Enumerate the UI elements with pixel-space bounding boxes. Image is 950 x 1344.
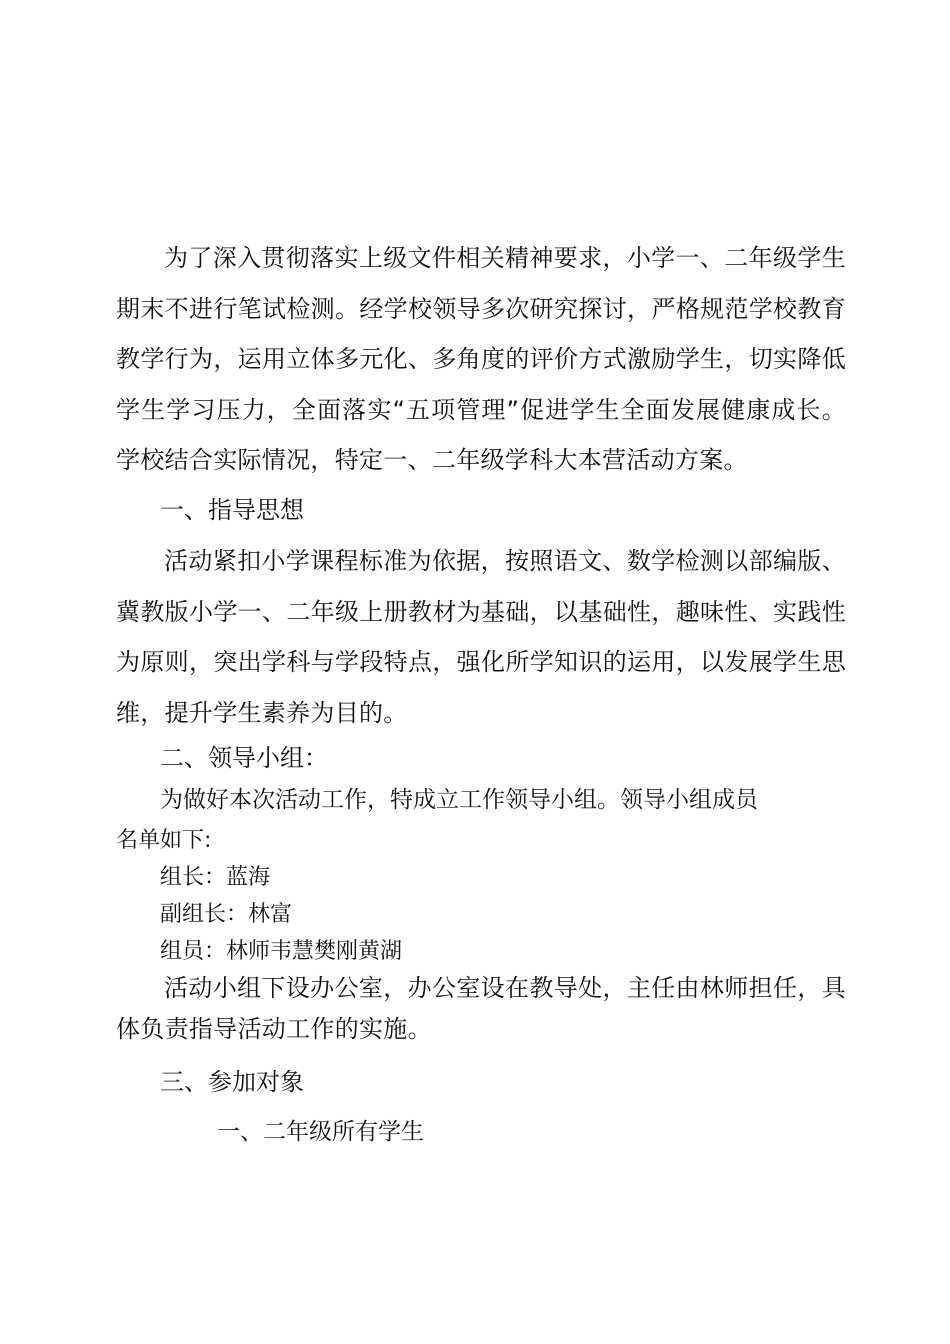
leader-line: 组长：蓝海	[160, 865, 271, 890]
deputy-leader-line: 副组长：林富	[160, 902, 293, 927]
section2-intro-line: 为做好本次活动工作，特成立工作领导小组。领导小组成员	[160, 787, 758, 813]
section1-paragraph: 活动紧扣小学课程标准为依据，按照语文、数学检测以部编版、冀教版小学一、二年级上册教材为基础，以基础性，趣味性、实践性为原则，突出学科与学段特点，强化所学知识的运用，以发展学生思维，提升学生素养为目的。	[116, 547, 846, 727]
intro-paragraph: 为了深入贯彻落实上级文件相关精神要求，小学一、二年级学生期末不进行笔试检测。经学校领导多次研究探讨，严格规范学校教育教学行为，运用立体多元化、多角度的评价方式激励学生，切实降低学生学习压力，全面落实“五项管理”促进学生全面发展健康成长。学校结合实际情况，特定一、二年级学科大本营活动方案。	[116, 244, 846, 474]
section1-heading: 一、指导思想	[160, 496, 304, 524]
office-paragraph: 活动小组下设办公室，办公室设在教导处，主任由林师担任，具体负责指导活动工作的实施。	[116, 974, 846, 1043]
section2-heading: 二、领导小组：	[160, 744, 328, 772]
section2-list-label: 名单如下:	[116, 828, 212, 853]
members-line: 组员：林师韦慧樊刚黄湖	[160, 939, 403, 964]
section3-body: 一、二年级所有学生	[217, 1119, 424, 1145]
section3-heading: 三、参加对象	[160, 1068, 304, 1096]
